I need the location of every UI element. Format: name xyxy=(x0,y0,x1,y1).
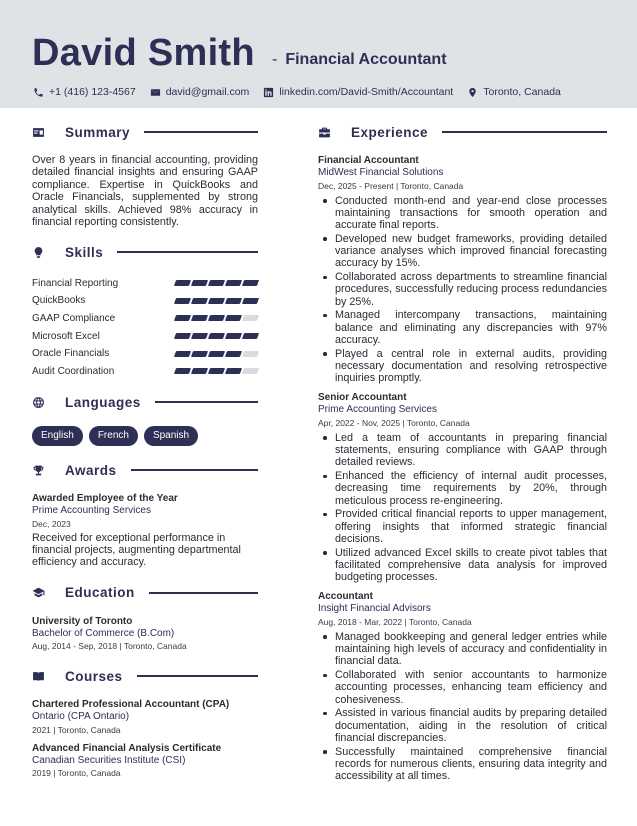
degree-name: Bachelor of Commerce (B.Com) xyxy=(32,627,175,639)
job-entry xyxy=(318,154,607,384)
skill-level-filled xyxy=(208,280,225,286)
candidate-role xyxy=(272,51,447,69)
course-title: Chartered Professional Accountant (CPA) xyxy=(32,699,230,711)
job-bullet: Managed intercompany transactions, maintaining balance and eliminating any discrepancies with 97% accuracy. xyxy=(318,309,607,346)
location-icon xyxy=(467,87,478,98)
awards-heading xyxy=(32,458,258,482)
skill-level-empty xyxy=(242,351,259,357)
languages-heading xyxy=(32,390,258,414)
skill-level-empty xyxy=(242,368,259,374)
role-separator: - xyxy=(272,51,278,68)
id-card-icon xyxy=(32,126,45,139)
trophy-icon xyxy=(32,464,45,477)
skill-level-filled xyxy=(174,298,191,304)
education-meta: Aug, 2014 - Sep, 2018 | Toronto, Canada xyxy=(32,641,187,652)
language-pill: French xyxy=(89,426,138,446)
job-title: Financial Accountant xyxy=(318,155,419,166)
phone-icon xyxy=(33,87,44,98)
contact-phone[interactable] xyxy=(33,86,136,98)
skill-level-filled xyxy=(242,333,259,339)
contact-email-text: david@gmail.com xyxy=(165,86,250,98)
skill-level-filled xyxy=(191,333,208,339)
job-title: Senior Accountant xyxy=(318,392,407,404)
contact-linkedin-text: linkedin.com/David-Smith/Accountant xyxy=(279,86,454,98)
skill-level-filled xyxy=(174,368,191,374)
summary-title: Summary xyxy=(65,124,131,140)
award-org: Prime Accounting Services xyxy=(32,505,151,516)
book-icon xyxy=(32,670,45,683)
globe-icon xyxy=(32,396,45,409)
award-desc: Received for exceptional performance in financial projects, augmenting departmental efficiency and accuracy. xyxy=(32,531,241,569)
briefcase-icon xyxy=(318,126,331,139)
school-name: University of Toronto xyxy=(32,615,133,627)
job-bullet: Developed new budget frameworks, providing detailed variance analyses which improved financial forecasting accuracy by 15%. xyxy=(318,233,607,270)
contact-location-text: Toronto, Canada xyxy=(483,86,561,98)
skill-label: Financial Reporting xyxy=(32,277,119,289)
job-meta: Dec, 2025 - Present | Toronto, Canada xyxy=(318,180,464,191)
contact-email[interactable] xyxy=(150,86,250,98)
course-org: Canadian Securities Institute (CSI) xyxy=(32,754,186,766)
contact-linkedin[interactable] xyxy=(263,86,453,98)
skill-row xyxy=(32,345,258,363)
job-company: Prime Accounting Services xyxy=(318,404,437,416)
section-divider xyxy=(131,469,258,471)
skill-level-filled xyxy=(191,298,208,304)
job-bullet: Led a team of accountants in preparing financial statements, ensuring compliance with GAAP through detailed reviews. xyxy=(318,432,607,469)
job-bullet: Enhanced the efficiency of internal audit processes, decreasing time requirements by 20%, through meticulous process re-engineering. xyxy=(318,470,607,507)
skill-level-filled xyxy=(242,280,259,286)
skill-label: Audit Coordination xyxy=(32,365,115,377)
skill-label: Oracle Financials xyxy=(32,348,110,360)
skill-level-filled xyxy=(174,333,191,339)
job-bullet: Assisted in various financial audits by preparing detailed documentation, aiding in the resolution of critical financial discrepancies. xyxy=(318,707,607,744)
job-bullet: Played a central role in external audits, providing necessary documentation and resolving retrospective inquiries promptly. xyxy=(318,348,607,385)
job-meta: Aug, 2018 - Mar, 2022 | Toronto, Canada xyxy=(318,616,472,627)
skills-title: Skills xyxy=(65,244,104,260)
skill-level-meter xyxy=(173,333,258,339)
role-title: Financial Accountant xyxy=(285,51,447,68)
summary-heading xyxy=(32,120,258,144)
email-icon xyxy=(150,87,161,98)
job-bullet: Successfully maintained comprehensive financial records for numerous clients, ensuring data integrity and accessibility at all times. xyxy=(318,746,607,783)
skill-level-filled xyxy=(174,351,191,357)
skill-row xyxy=(32,310,258,328)
left-column xyxy=(32,118,258,779)
candidate-name: David Smith xyxy=(32,32,255,74)
resume-header xyxy=(0,0,637,108)
education-entry xyxy=(32,615,258,653)
skill-level-filled xyxy=(225,351,242,357)
skill-level-filled xyxy=(191,351,208,357)
skill-level-meter xyxy=(173,315,258,321)
job-entry xyxy=(318,391,607,583)
job-bullets xyxy=(318,432,607,584)
right-column xyxy=(318,118,607,784)
job-bullet: Provided critical financial reports to upper management, offering insights that informed strategic financial decisions. xyxy=(318,508,607,545)
course-title: Advanced Financial Analysis Certificate xyxy=(32,742,222,754)
skill-row xyxy=(32,274,258,292)
skill-row xyxy=(32,292,258,310)
education-heading xyxy=(32,581,258,605)
skill-row xyxy=(32,327,258,345)
job-bullets xyxy=(318,631,607,783)
skill-label: GAAP Compliance xyxy=(32,312,116,324)
job-bullet: Collaborated with senior accountants to harmonize accounting processes, enhancing team efficiency and cohesiveness. xyxy=(318,669,607,706)
summary-text: Over 8 years in financial accounting, providing detailed financial insights and ensuring GAAP compliance. Expertise in QuickBooks and Oracle Financials, supplemented by strong analytical skills. Achieved 98% accuracy in financial reporting consistently. xyxy=(32,154,258,229)
language-pill: English xyxy=(32,426,83,446)
skill-level-meter xyxy=(173,351,258,357)
award-title: Awarded Employee of the Year xyxy=(32,493,178,504)
skill-level-filled xyxy=(225,333,242,339)
linkedin-icon xyxy=(263,87,274,98)
skill-level-empty xyxy=(242,315,259,321)
job-bullet: Managed bookkeeping and general ledger entries while maintaining high levels of accuracy and confidentiality in financial data. xyxy=(318,631,607,668)
languages-title: Languages xyxy=(65,394,141,410)
skill-level-filled xyxy=(191,368,208,374)
course-org: Ontario (CPA Ontario) xyxy=(32,711,130,723)
experience-title: Experience xyxy=(351,124,429,140)
graduation-cap-icon xyxy=(32,586,45,599)
contact-bar xyxy=(33,86,575,98)
language-pill: Spanish xyxy=(144,426,198,446)
skill-level-filled xyxy=(208,351,225,357)
section-divider xyxy=(149,592,258,594)
skill-level-filled xyxy=(242,298,259,304)
skill-level-filled xyxy=(208,298,225,304)
experience-heading xyxy=(318,120,607,144)
skill-level-filled xyxy=(225,368,242,374)
skill-level-meter xyxy=(173,280,258,286)
course-meta: 2021 | Toronto, Canada xyxy=(32,724,121,735)
education-title: Education xyxy=(65,585,135,601)
contact-phone-text: +1 (416) 123-4567 xyxy=(49,86,136,98)
skill-level-filled xyxy=(208,333,225,339)
job-company: MidWest Financial Solutions xyxy=(318,167,444,178)
skill-level-filled xyxy=(225,315,242,321)
skill-level-filled xyxy=(208,315,225,321)
courses-title: Courses xyxy=(65,668,123,684)
job-title: Accountant xyxy=(318,591,373,603)
section-divider xyxy=(144,131,258,133)
section-divider xyxy=(117,251,258,253)
skill-level-filled xyxy=(174,280,191,286)
courses-heading xyxy=(32,664,258,688)
lightbulb-icon xyxy=(32,246,45,259)
job-company: Insight Financial Advisors xyxy=(318,603,431,615)
course-entry xyxy=(32,742,258,780)
job-bullet: Collaborated across departments to streamline financial procedures, successfully reducing process redundancies by 25%. xyxy=(318,271,607,308)
skill-level-filled xyxy=(225,298,242,304)
job-bullet: Conducted month-end and year-end close processes maintaining transactions for smooth operation and accurate final reports. xyxy=(318,195,607,232)
skill-label: QuickBooks xyxy=(32,295,86,307)
job-meta: Apr, 2022 - Nov, 2025 | Toronto, Canada xyxy=(318,417,470,428)
skill-level-meter xyxy=(173,298,258,304)
award-entry xyxy=(32,492,258,569)
skill-level-meter xyxy=(173,368,258,374)
skill-level-filled xyxy=(225,280,242,286)
course-entry xyxy=(32,698,258,736)
skill-level-filled xyxy=(208,368,225,374)
skill-level-filled xyxy=(191,315,208,321)
job-entry xyxy=(318,590,607,782)
job-bullet: Utilized advanced Excel skills to create pivot tables that facilitated comprehensive data analysis for improved budgeting processes. xyxy=(318,547,607,584)
course-meta: 2019 | Toronto, Canada xyxy=(32,768,121,779)
skill-level-filled xyxy=(174,315,191,321)
skills-list xyxy=(32,274,258,380)
award-date: Dec, 2023 xyxy=(32,518,71,529)
skill-label: Microsoft Excel xyxy=(32,330,100,342)
section-divider xyxy=(155,401,258,403)
skills-heading xyxy=(32,240,258,264)
skill-level-filled xyxy=(191,280,208,286)
contact-location xyxy=(467,86,561,98)
section-divider xyxy=(137,675,258,677)
skill-row xyxy=(32,362,258,380)
job-bullets xyxy=(318,195,607,385)
languages-list xyxy=(32,426,258,446)
awards-title: Awards xyxy=(65,462,117,478)
section-divider xyxy=(442,131,607,133)
